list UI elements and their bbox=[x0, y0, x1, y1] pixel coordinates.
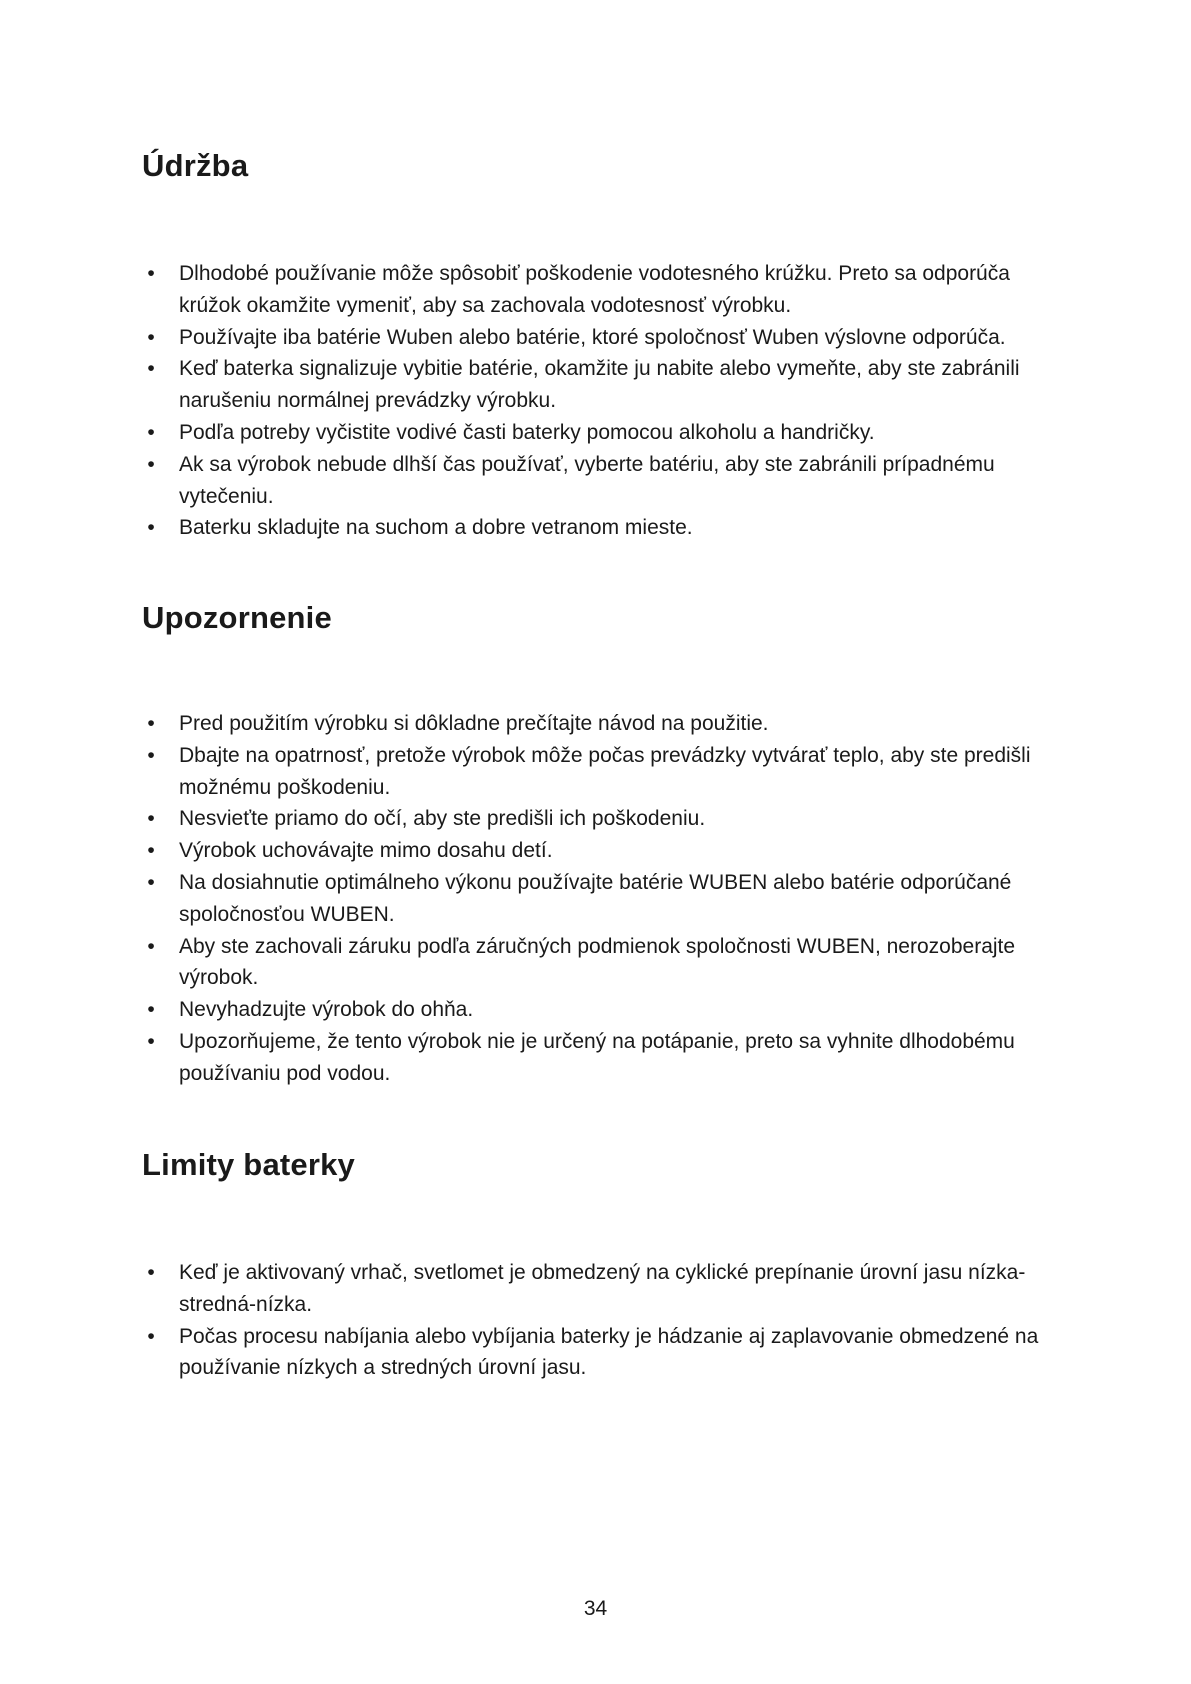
bullet-icon: • bbox=[147, 516, 155, 540]
list-item bbox=[142, 1321, 1062, 1385]
list-item-text: Na dosiahnutie optimálneho výkonu používajte batérie WUBEN alebo batérie odporúčané spoločnosťou WUBEN. bbox=[179, 870, 1012, 926]
list-item-text: Používajte iba batérie Wuben alebo batérie, ktoré spoločnosť Wuben výslovne odporúča. bbox=[179, 325, 1006, 349]
bullet-icon: • bbox=[147, 934, 155, 958]
list-item bbox=[142, 512, 1062, 544]
section-heading-warning: Upozornenie bbox=[142, 600, 332, 635]
section-heading-maintenance: Údržba bbox=[142, 148, 249, 183]
bullet-list-maintenance bbox=[142, 258, 1062, 544]
list-item bbox=[142, 867, 1062, 931]
list-item bbox=[142, 931, 1062, 995]
bullet-icon: • bbox=[147, 1261, 155, 1284]
list-item-text: Nesvieťte priamo do očí, aby ste predišli ich poškodeniu. bbox=[179, 807, 706, 831]
bullet-icon: • bbox=[147, 839, 155, 863]
list-item bbox=[142, 353, 1062, 417]
list-item-text: Podľa potreby vyčistite vodivé časti baterky pomocou alkoholu a handričky. bbox=[179, 420, 875, 444]
bullet-icon: • bbox=[147, 712, 155, 735]
bullet-icon: • bbox=[147, 262, 155, 285]
bullet-icon: • bbox=[147, 420, 155, 444]
list-item bbox=[142, 835, 1062, 867]
list-item-text: Keď baterka signalizuje vybitie batérie, okamžite ju nabite alebo vymeňte, aby ste zabránili narušeniu normálnej prevádzky výrobku. bbox=[179, 357, 1020, 413]
section-warning bbox=[142, 598, 1062, 1090]
page-number: 34 bbox=[583, 1597, 608, 1620]
bullet-icon: • bbox=[147, 1029, 155, 1053]
list-item bbox=[142, 1026, 1062, 1090]
bullet-icon: • bbox=[147, 1324, 155, 1348]
list-item-text: Počas procesu nabíjania alebo vybíjania baterky je hádzanie aj zaplavovanie obmedzené na používanie nízkych a stredných úrovní jasu. bbox=[179, 1324, 1039, 1380]
bullet-list-limits bbox=[142, 1257, 1062, 1384]
list-item-text: Dlhodobé používanie môže spôsobiť poškodenie vodotesného krúžku. Preto sa odporúča krúžok okamžite vymeniť, aby sa zachovala vodotesnosť výrobku. bbox=[179, 262, 1010, 317]
list-item bbox=[142, 417, 1062, 449]
bullet-icon: • bbox=[147, 325, 155, 349]
list-item bbox=[142, 803, 1062, 835]
list-item bbox=[142, 322, 1062, 354]
bullet-icon: • bbox=[147, 357, 155, 381]
list-item-text: Dbajte na opatrnosť, pretože výrobok môže počas prevádzky vytvárať teplo, aby ste predišli možnému poškodeniu. bbox=[179, 743, 1031, 799]
list-item-text: Ak sa výrobok nebude dlhší čas používať, vyberte batériu, aby ste zabránili prípadnému vytečeniu. bbox=[179, 452, 995, 508]
list-item-text: Baterku skladujte na suchom a dobre vetranom mieste. bbox=[179, 516, 693, 540]
list-item-text: Pred použitím výrobku si dôkladne prečítajte návod na použitie. bbox=[179, 712, 769, 735]
bullet-icon: • bbox=[147, 807, 155, 831]
list-item bbox=[142, 1257, 1062, 1321]
list-item bbox=[142, 258, 1062, 322]
bullet-icon: • bbox=[147, 743, 155, 767]
list-item bbox=[142, 740, 1062, 804]
list-item bbox=[142, 708, 1062, 740]
list-item bbox=[142, 994, 1062, 1026]
bullet-icon: • bbox=[147, 870, 155, 894]
list-item bbox=[142, 449, 1062, 513]
bullet-icon: • bbox=[147, 452, 155, 476]
list-item-text: Výrobok uchovávajte mimo dosahu detí. bbox=[179, 839, 553, 863]
list-item-text: Upozorňujeme, že tento výrobok nie je určený na potápanie, preto sa vyhnite dlhodobému používaniu pod vodou. bbox=[179, 1029, 1015, 1085]
section-maintenance bbox=[142, 146, 1062, 544]
list-item-text: Aby ste zachovali záruku podľa záručných podmienok spoločnosti WUBEN, nerozoberajte výrobok. bbox=[179, 934, 1016, 990]
bullet-list-warning bbox=[142, 708, 1062, 1090]
bullet-icon: • bbox=[147, 998, 155, 1022]
list-item-text: Keď je aktivovaný vrhač, svetlomet je obmedzený na cyklické prepínanie úrovní jasu nízka-stredná-nízka. bbox=[179, 1261, 1026, 1316]
list-item-text: Nevyhadzujte výrobok do ohňa. bbox=[179, 998, 474, 1022]
section-heading-limits: Limity baterky bbox=[142, 1147, 355, 1182]
section-limits bbox=[142, 1145, 1062, 1384]
